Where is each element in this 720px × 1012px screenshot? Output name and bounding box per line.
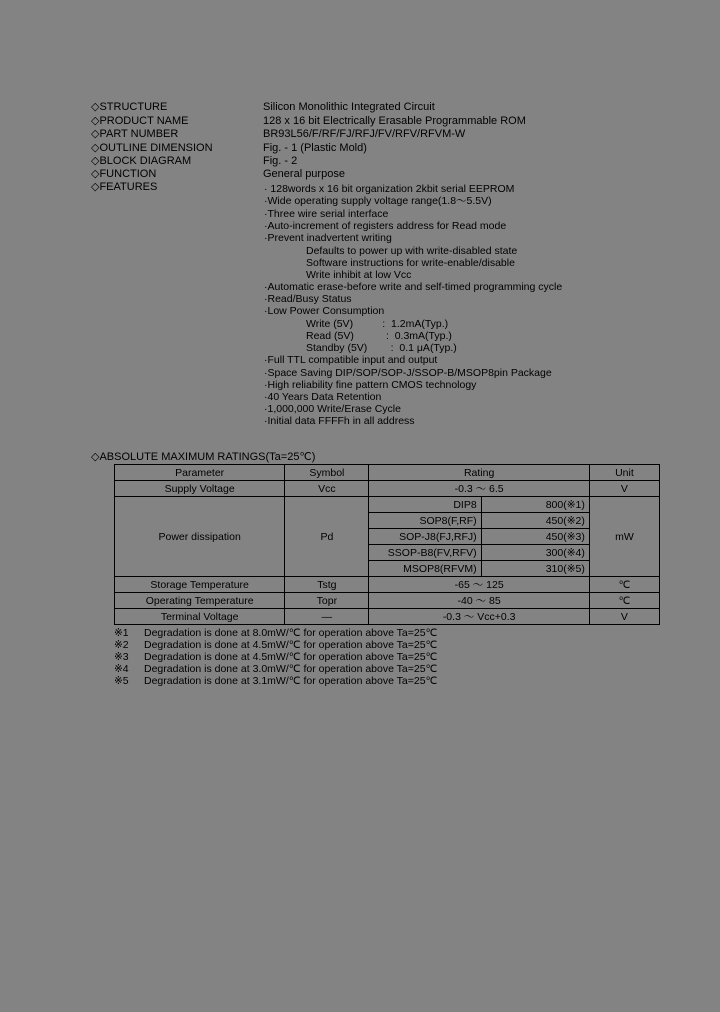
table-row bbox=[115, 593, 660, 609]
header-parameter: Parameter bbox=[115, 465, 285, 481]
note-row bbox=[114, 639, 437, 651]
table-row bbox=[115, 609, 660, 625]
feature-line: ·High reliability fine pattern CMOS technology bbox=[264, 379, 477, 391]
cell-param: Power dissipation bbox=[115, 497, 285, 577]
feature-line: ·Low Power Consumption bbox=[264, 305, 385, 317]
table-row bbox=[115, 497, 660, 513]
feature-line: ·Read/Busy Status bbox=[264, 293, 352, 305]
ratings-title: ◇ABSOLUTE MAXIMUM RATINGS(Ta=25℃) bbox=[91, 451, 316, 463]
cell-unit: V bbox=[589, 481, 659, 497]
header-label: ◇FUNCTION bbox=[91, 168, 157, 180]
feature-line: ·1,000,000 Write/Erase Cycle bbox=[264, 403, 401, 415]
note-text: Degradation is done at 3.0mW/℃ for operation above Ta=25℃ bbox=[144, 663, 438, 675]
cell-rating: -65 ～ 125 bbox=[369, 577, 589, 593]
feature-line: Defaults to power up with write-disabled state bbox=[306, 245, 518, 257]
cell-rating: -40 ～ 85 bbox=[369, 593, 589, 609]
cell-value: 450(※3) bbox=[481, 529, 589, 545]
table-header-row bbox=[115, 465, 660, 481]
cell-param: Terminal Voltage bbox=[115, 609, 285, 625]
header-label: ◇PRODUCT NAME bbox=[91, 115, 189, 127]
header-value: Silicon Monolithic Integrated Circuit bbox=[263, 101, 435, 113]
feature-line: ·Initial data FFFFh in all address bbox=[264, 415, 415, 427]
cell-value: 300(※4) bbox=[481, 545, 589, 561]
cell-symbol: Tstg bbox=[285, 577, 369, 593]
feature-line: ·40 Years Data Retention bbox=[264, 391, 382, 403]
cell-rating: -0.3 ～ 6.5 bbox=[369, 481, 589, 497]
cell-symbol: Pd bbox=[285, 497, 369, 577]
note-text: Degradation is done at 8.0mW/℃ for operation above Ta=25℃ bbox=[144, 627, 438, 639]
cell-unit: ℃ bbox=[589, 577, 659, 593]
header-value: General purpose bbox=[263, 168, 345, 180]
note-mark: ※4 bbox=[114, 663, 129, 675]
note-row bbox=[114, 675, 437, 687]
header-value: BR93L56/F/RF/FJ/RFJ/FV/RFV/RFVM-W bbox=[263, 128, 466, 140]
note-text: Degradation is done at 4.5mW/℃ for operation above Ta=25℃ bbox=[144, 651, 438, 663]
cell-package: DIP8 bbox=[369, 497, 481, 513]
feature-line: Write inhibit at low Vcc bbox=[306, 269, 412, 281]
ratings-table bbox=[114, 464, 660, 625]
cell-package: SOP-J8(FJ,RFJ) bbox=[369, 529, 481, 545]
cell-unit: ℃ bbox=[589, 593, 659, 609]
feature-line: ·Three wire serial interface bbox=[264, 208, 389, 220]
header-symbol: Symbol bbox=[285, 465, 369, 481]
feature-line: Software instructions for write-enable/disable bbox=[306, 257, 515, 269]
degradation-notes bbox=[114, 627, 437, 687]
feature-line: Write (5V) : 1.2mA(Typ.) bbox=[306, 318, 449, 330]
feature-line: ·Auto-increment of registers address for Read mode bbox=[264, 220, 507, 232]
cell-param: Storage Temperature bbox=[115, 577, 285, 593]
cell-symbol: Topr bbox=[285, 593, 369, 609]
feature-line: ·Full TTL compatible input and output bbox=[264, 354, 438, 366]
note-row bbox=[114, 663, 437, 675]
cell-symbol: Vcc bbox=[285, 481, 369, 497]
note-row bbox=[114, 627, 437, 639]
cell-package: SSOP-B8(FV,RFV) bbox=[369, 545, 481, 561]
note-mark: ※5 bbox=[114, 675, 129, 687]
cell-symbol: — bbox=[285, 609, 369, 625]
cell-param: Supply Voltage bbox=[115, 481, 285, 497]
header-rating: Rating bbox=[369, 465, 589, 481]
note-mark: ※1 bbox=[114, 627, 129, 639]
header-label: ◇FEATURES bbox=[91, 181, 158, 193]
cell-unit: V bbox=[589, 609, 659, 625]
feature-line: ·Automatic erase-before write and self-timed programming cycle bbox=[264, 281, 563, 293]
note-row bbox=[114, 651, 437, 663]
table-row bbox=[115, 577, 660, 593]
note-mark: ※3 bbox=[114, 651, 129, 663]
feature-line: Read (5V) : 0.3mA(Typ.) bbox=[306, 330, 452, 342]
header-unit: Unit bbox=[589, 465, 659, 481]
note-mark: ※2 bbox=[114, 639, 129, 651]
cell-param: Operating Temperature bbox=[115, 593, 285, 609]
cell-rating: -0.3 ～ Vcc+0.3 bbox=[369, 609, 589, 625]
header-label: ◇BLOCK DIAGRAM bbox=[91, 155, 192, 167]
cell-package: SOP8(F,RF) bbox=[369, 513, 481, 529]
note-text: Degradation is done at 3.1mW/℃ for operation above Ta=25℃ bbox=[144, 675, 438, 687]
feature-line: · 128words x 16 bit organization 2kbit serial EEPROM bbox=[264, 183, 515, 195]
cell-unit: mW bbox=[589, 497, 659, 577]
header-label: ◇PART NUMBER bbox=[91, 128, 179, 140]
cell-package: MSOP8(RFVM) bbox=[369, 561, 481, 577]
header-value: Fig. - 2 bbox=[263, 155, 298, 167]
feature-line: Standby (5V) : 0.1 μA(Typ.) bbox=[306, 342, 457, 354]
cell-value: 800(※1) bbox=[481, 497, 589, 513]
header-value: 128 x 16 bit Electrically Erasable Programmable ROM bbox=[263, 115, 526, 127]
table-row bbox=[115, 481, 660, 497]
note-text: Degradation is done at 4.5mW/℃ for operation above Ta=25℃ bbox=[144, 639, 438, 651]
feature-line: ·Wide operating supply voltage range(1.8～5.5V) bbox=[264, 195, 492, 207]
cell-value: 310(※5) bbox=[481, 561, 589, 577]
header-value: Fig. - 1 (Plastic Mold) bbox=[263, 142, 367, 154]
header-label: ◇OUTLINE DIMENSION bbox=[91, 142, 213, 154]
header-label: ◇STRUCTURE bbox=[91, 101, 168, 113]
feature-line: ·Prevent inadvertent writing bbox=[264, 232, 392, 244]
cell-value: 450(※2) bbox=[481, 513, 589, 529]
feature-line: ·Space Saving DIP/SOP/SOP-J/SSOP-B/MSOP8pin Package bbox=[264, 367, 552, 379]
